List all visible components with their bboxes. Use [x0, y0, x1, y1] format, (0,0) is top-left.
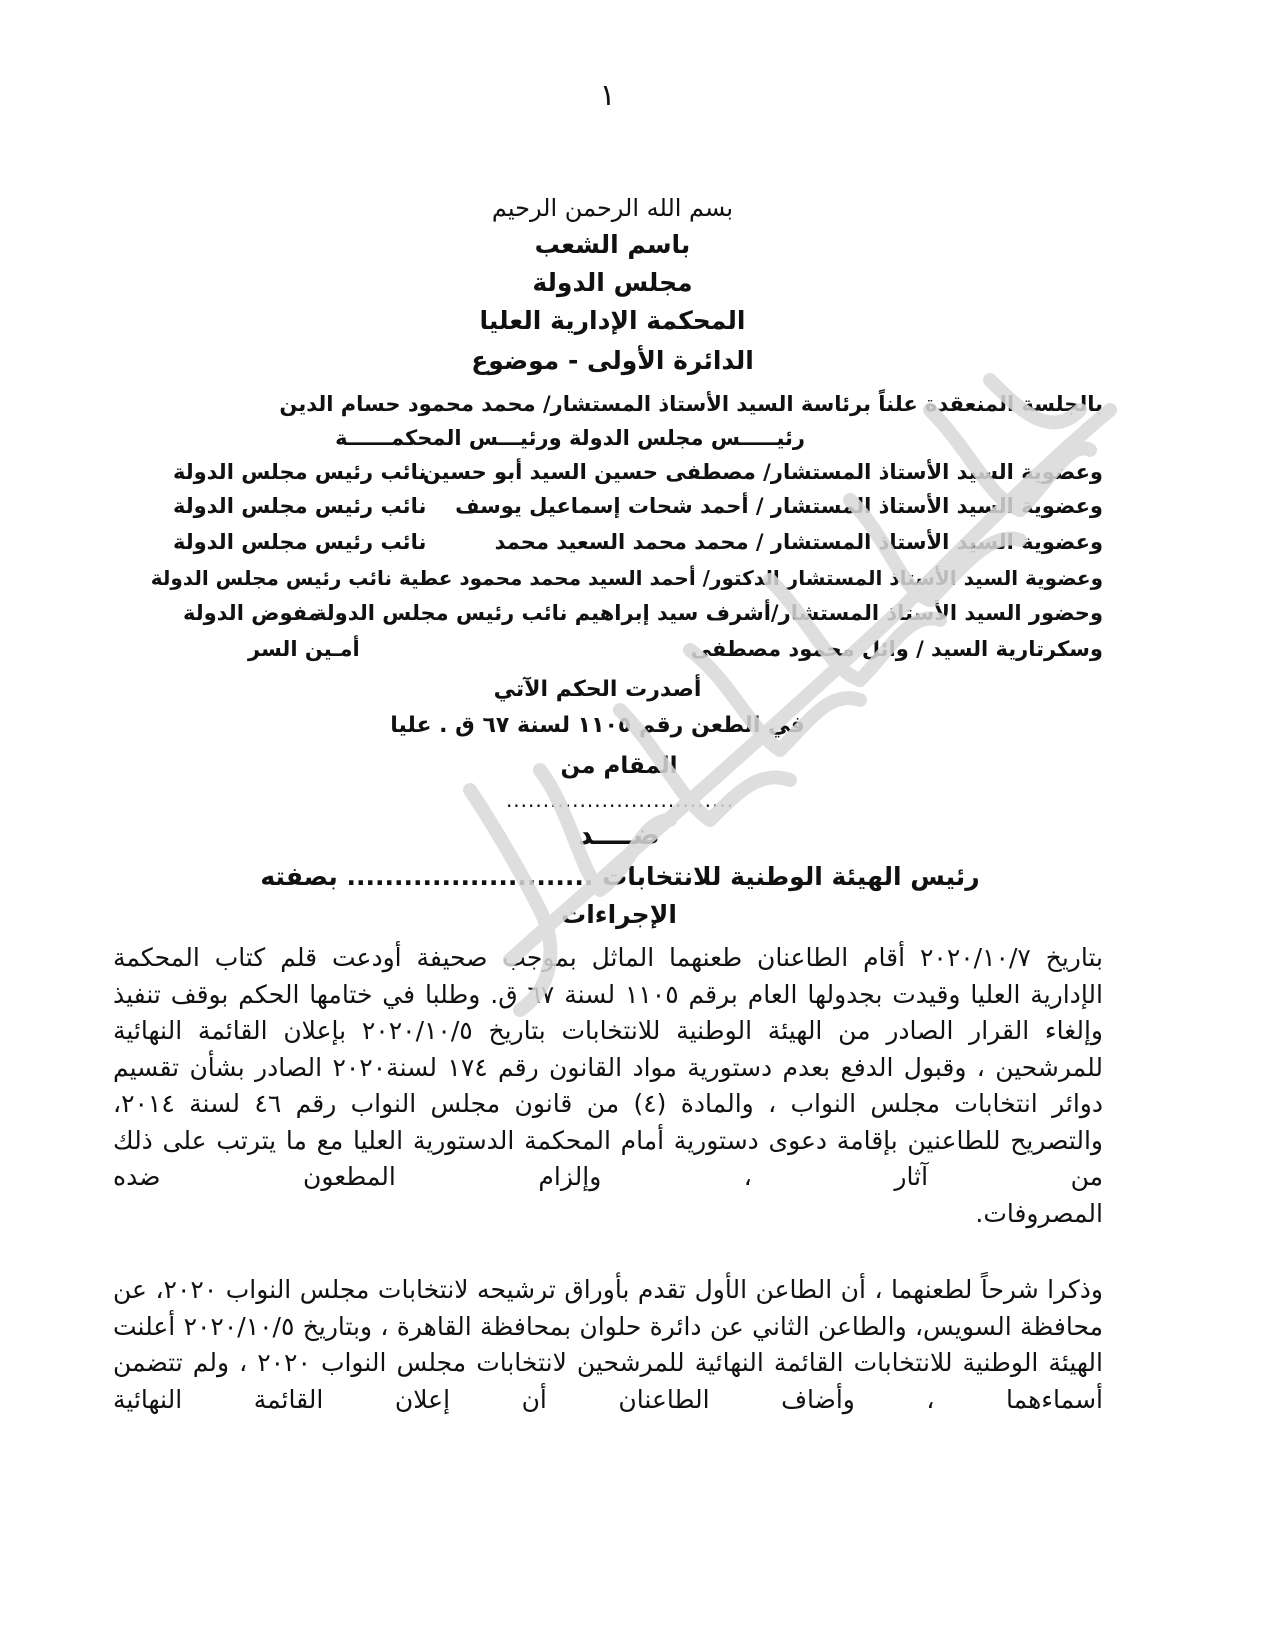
paragraph-text: بتاريخ ٢٠٢٠/١٠/٧ أقام الطاعنان طعنهما الماثل بموجب صحيفة أودعت قلم كتاب المحكمة الإدارية العليا وقيدت بجدولها العام برقم ١١٠٥ لسنة ٦٧ ق. وطلبا في ختامها الحكم بوقف تنفيذ وإلغاء القرار الصادر من الهيئة الوطنية للانتخابات بتاريخ ٢٠٢٠/١٠/٥ بإعلان القائمة النهائية للمرشحين ، وقبول الدفع بعدم دستورية مواد القانون رقم ١٧٤ لسنة٢٠٢٠ الصادر بشأن تقسيم دوائر انتخابات مجلس النواب ، والمادة (٤) من قانون مجلس النواب رقم ٤٦ لسنة ٢٠١٤، والتصريح للطاعنين بإقامة دعوى دستورية أمام المحكمة الدستورية العليا مع ما يترتب على ذلك من آثار ، وإلزام المطعون ضده: [113, 943, 1104, 1191]
member-role: أمـين السر: [248, 637, 360, 661]
procedures-paragraph-2: [113, 1272, 1103, 1418]
filer-placeholder: ...............................: [505, 788, 735, 812]
member-role: نائب رئيس مجلس الدولة: [173, 494, 427, 518]
member-name: وعضوية السيد الأستاذ المستشار / محمد محمد السعيد محمد: [494, 530, 1103, 554]
filed-by-label: المقام من: [560, 753, 678, 779]
member-name: وعضوية السيد الأستاذ المستشار الدكتور/ أحمد السيد محمد محمود عطية نائب رئيس مجلس الدولة: [150, 566, 1103, 590]
panel-member-row: [150, 566, 1103, 590]
procedures-paragraph-1: [113, 940, 1103, 1232]
member-name: وعضوية السيد الأستاذ المستشار / أحمد شحات إسماعيل يوسف: [455, 494, 1103, 518]
member-role: مفوض الدولة: [183, 601, 321, 625]
paragraph-last-line: المصروفات.: [975, 1198, 1103, 1228]
panel-member-row: [173, 494, 1103, 518]
member-role: نائب رئيس مجلس الدولة: [173, 530, 427, 554]
basmala: بسم الله الرحمن الرحيم: [491, 194, 734, 222]
panel-member-row: [173, 601, 1103, 625]
page-number: ١: [599, 78, 616, 113]
council-heading: مجلس الدولة: [532, 268, 693, 297]
session-line: بالجلسة المنعقدة علناً برئاسة السيد الأستاذ المستشار/ محمد محمود حسام الدين: [279, 392, 1103, 416]
panel-member-row: [173, 460, 1103, 484]
respondent-line: رئيس الهيئة الوطنية للانتخابات .......................... بصفته: [260, 862, 980, 891]
against-label: ضــــد: [578, 818, 660, 851]
member-name: وسكرتارية السيد / وائل محمود مصطفى: [690, 637, 1103, 661]
court-heading: المحكمة الإدارية العليا: [479, 306, 746, 335]
member-role: نائب رئيس مجلس الدولة: [173, 460, 427, 484]
panel-member-row: [173, 637, 1103, 661]
member-name: وعضوية السيد الأستاذ المستشار/ مصطفى حسين السيد أبو حسين: [422, 460, 1103, 484]
in-name-of-people-heading: باسم الشعب: [534, 230, 691, 259]
panel-member-row: [173, 530, 1103, 554]
appeal-number: في الطعن رقم ١١٠٥ لسنة ٦٧ ق . عليا: [390, 713, 805, 738]
paragraph-text: وذكرا شرحاً لطعنهما ، أن الطاعن الأول تقدم بأوراق ترشيحه لانتخابات مجلس النواب ٢٠٢٠، عن محافظة السويس، والطاعن الثاني عن دائرة حلوان بمحافظة القاهرة ، وبتاريخ ٢٠٢٠/١٠/٥ أعلنت الهيئة الوطنية للانتخابات القائمة النهائية للمرشحين لانتخابات مجلس النواب ٢٠٢٠ ، ولم تتضمن أسماءهما ، وأضاف الطاعنان أن إعلان القائمة النهائية: [113, 1275, 1104, 1414]
presidency-line: رئيـــــس مجلس الدولة ورئيـــس المحكمــــــة: [335, 426, 805, 450]
procedures-title: الإجراءات: [561, 900, 677, 929]
member-name: وحضور السيد الأستاذ المستشار/أشرف سيد إبراهيم نائب رئيس مجلس الدولة: [314, 601, 1103, 625]
circuit-heading: الدائرة الأولى - موضوع: [471, 346, 754, 375]
ruling-intro: أصدرت الحكم الآتي: [493, 677, 702, 702]
